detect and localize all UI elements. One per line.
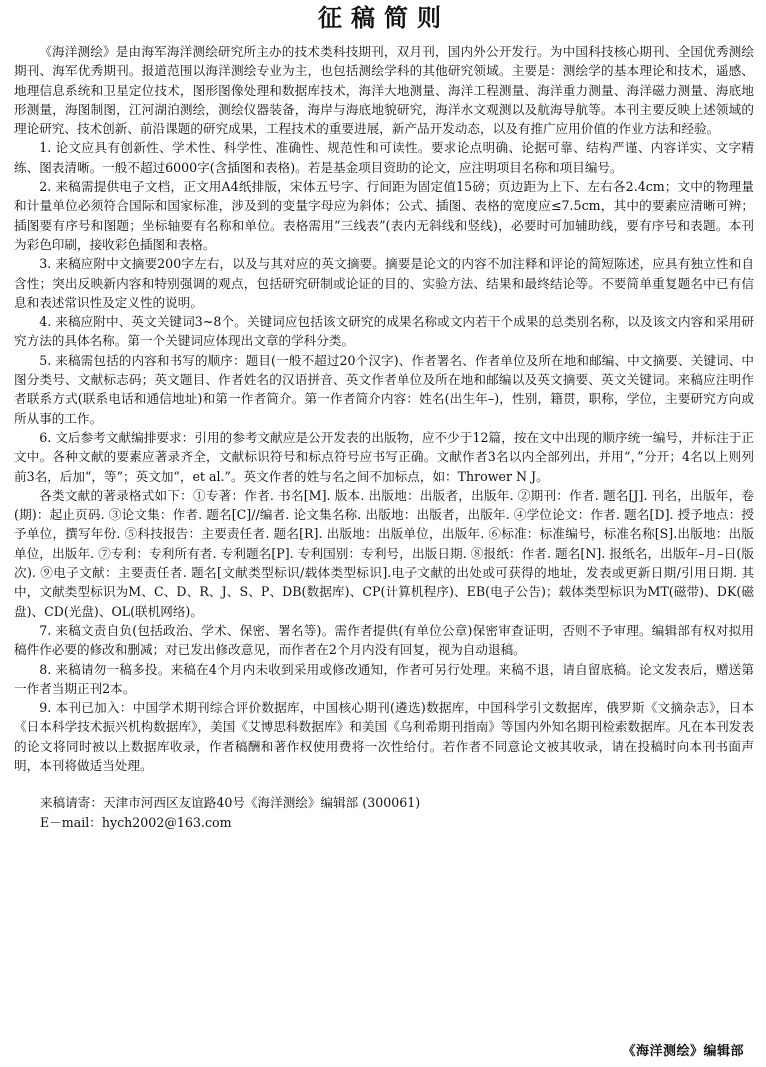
contact-email: E－mail：hych2002@163.com bbox=[40, 814, 232, 830]
mailing-address: 来稿请寄：天津市河西区友谊路40号《海洋测绘》编辑部 (300061) bbox=[40, 795, 421, 811]
rule-6-paragraph: 6. 文后参考文献编排要求：引用的参考文献应是公开发表的出版物，应不少于12篇，按在文中出现的顺序统一编号，并标注于正文中。各种文献的要素应著录齐全，文献标识符号和标点符号应书写正确。文献作者3名以内全部列出，并用“，”分开；4名以上则列前3名，后加“，等”；英文加“，et al.”。英文作者的姓与名之间不加标点，如：Thrower N J。 bbox=[14, 429, 754, 484]
contact-block bbox=[14, 793, 754, 832]
page-title: 征稿简则 bbox=[318, 4, 450, 32]
document-page bbox=[14, 0, 754, 1067]
rule-4-paragraph: 4. 来稿应附中、英文关键词3~8个。关键词应包括该文研究的成果名称或文内若干个成果的总类别名称，以及该文内容和采用研究方法的具体名称。第一个关键词应体现出文章的学科分类。 bbox=[14, 314, 754, 349]
rule-7-paragraph: 7. 来稿文责自负(包括政治、学术、保密、署名等)。需作者提供(有单位公章)保密审查证明，否则不予审理。编辑部有权对拟用稿件作必要的修改和删减；对已发出修改意见，而作者在2个月内没有回复，视为自动退稿。 bbox=[14, 622, 754, 658]
rule-2-paragraph: 2. 来稿需提供电子文档，正文用A4纸排版，宋体五号字、行间距为固定值15磅；页边距为上下、左右各2.4cm；文中的物理量和计量单位必须符合国际和国家标准，涉及到的变量字母应为斜体；公式、插图、表格的宽度应≤7.5cm，其中的要素应清晰可辨；插图要有序号和图题；坐标轴要有名称和单位。表格需用“三线表”(表内无斜线和竖线)，必要时可加辅助线，要有序号和表题。本刊为彩色印刷，接收彩色插图和表格。 bbox=[14, 179, 754, 252]
reference-format-paragraph: 各类文献的著录格式如下：①专著：作者. 书名[M]. 版本. 出版地：出版者，出版年. ②期刊：作者. 题名[J]. 刊名，出版年，卷(期)：起止页码. ③论文集：作者. 题名[C]//编者. 论文集名称. 出版地：出版者，出版年. ④学位论文：作者. 题名[D]. 授予地点：授予单位，撰写年份. ⑤科技报告：主要责任者. 题名[R]. 出版地：出版单位，出版年. ⑥标准：标准编号，标准名称[S].出版地：出版单位，出版年. ⑦专利：专利所有者. 专利题名[P]. 专利国别：专利号，出版日期. ⑧报纸：作者. 题名[N]. 报纸名，出版年–月–日(版次). ⑨电子文献：主要责任者. 题名[文献类型标识/载体类型标识].电子文献的出处或可获得的地址，发表或更新日期/引用日期. 其中，文献类型标识为M、C、D、R、J、S、P、DB(数据库)、CP(计算机程序)、EB(电子公告)；载体类型标识为MT(磁带)、DK(磁盘)、CD(光盘)、OL(联机网络)。 bbox=[14, 487, 754, 619]
rule-1-paragraph: 1. 论文应具有创新性、学术性、科学性、准确性、规范性和可读性。要求论点明确、论据可靠、结构严谨、内容详实、文字精练、图表清晰。一般不超过6000字(含插图和表格)。若是基金项目资助的论文，应注明项目名称和项目编号。 bbox=[14, 140, 754, 175]
rule-8-paragraph: 8. 来稿请勿一稿多投。来稿在4个月内未收到采用或修改通知，作者可另行处理。来稿不退，请自留底稿。论文发表后，赠送第一作者当期正刊2本。 bbox=[14, 661, 754, 696]
rule-5-paragraph: 5. 来稿需包括的内容和书写的顺序：题目(一般不超过20个汉字)、作者署名、作者单位及所在地和邮编、中文摘要、关键词、中图分类号、文献标志码；英文题目、作者姓名的汉语拼音、英文作者单位及所在地和邮编以及英文摘要、英文关键词。来稿应注明作者联系方式(联系电话和通信地址)和第一作者简介。第一作者简介内容：姓名(出生年–)，性别，籍贯，职称，学位，主要研究方向或所从事的工作。 bbox=[14, 352, 754, 426]
rule-3-paragraph: 3. 来稿应附中文摘要200字左右，以及与其对应的英文摘要。摘要是论文的内容不加注释和评论的简短陈述，应具有独立性和自含性；突出反映新内容和特别强调的观点，包括研究研制或论证的目的、实验方法、结果和最终结论等。不要简单重复题名中已有信息和表述常识性及定义性的说明。 bbox=[14, 256, 754, 310]
document-body bbox=[14, 42, 754, 775]
intro-paragraph: 《海洋测绘》是由海军海洋测绘研究所主办的技术类科技期刊，双月刊，国内外公开发行。为中国科技核心期刊、全国优秀测绘期刊、海军优秀期刊。报道范围以海洋测绘专业为主，也包括测绘学科的其他研究领域。主要是：测绘学的基本理论和技术，遥感、地理信息系统和卫星定位技术，图形图像处理和数据库技术，海洋大地测量、海洋工程测量、海洋重力测量、海洋磁力测量、海底地形测量，海图制图，江河湖泊测绘，测绘仪器装备，海岸与海底地貌研究，海洋水文观测以及航海导航等。本刊主要反映上述领域的理论研究、技术创新、前沿课题的研究成果，工程技术的重要进展，新产品开发动态，以及有推广应用价值的作业方法和经验。 bbox=[14, 44, 754, 137]
rule-9-paragraph: 9. 本刊已加入：中国学术期刊综合评价数据库，中国核心期刊(遴选)数据库，中国科学引文数据库，俄罗斯《文摘杂志》，日本《日本科学技术振兴机构数据库》，美国《艾博思科数据库》和美国《乌利希期刊指南》等国内外知名期刊检索数据库。凡在本刊发表的论文将同时被以上数据库收录，作者稿酬和著作权使用费将一次性给付。若作者不同意论文被其收录，请在投稿时向本刊书面声明，本刊将做适当处理。 bbox=[14, 700, 754, 773]
editorial-signature: 《海洋测绘》编辑部 bbox=[622, 1044, 744, 1059]
